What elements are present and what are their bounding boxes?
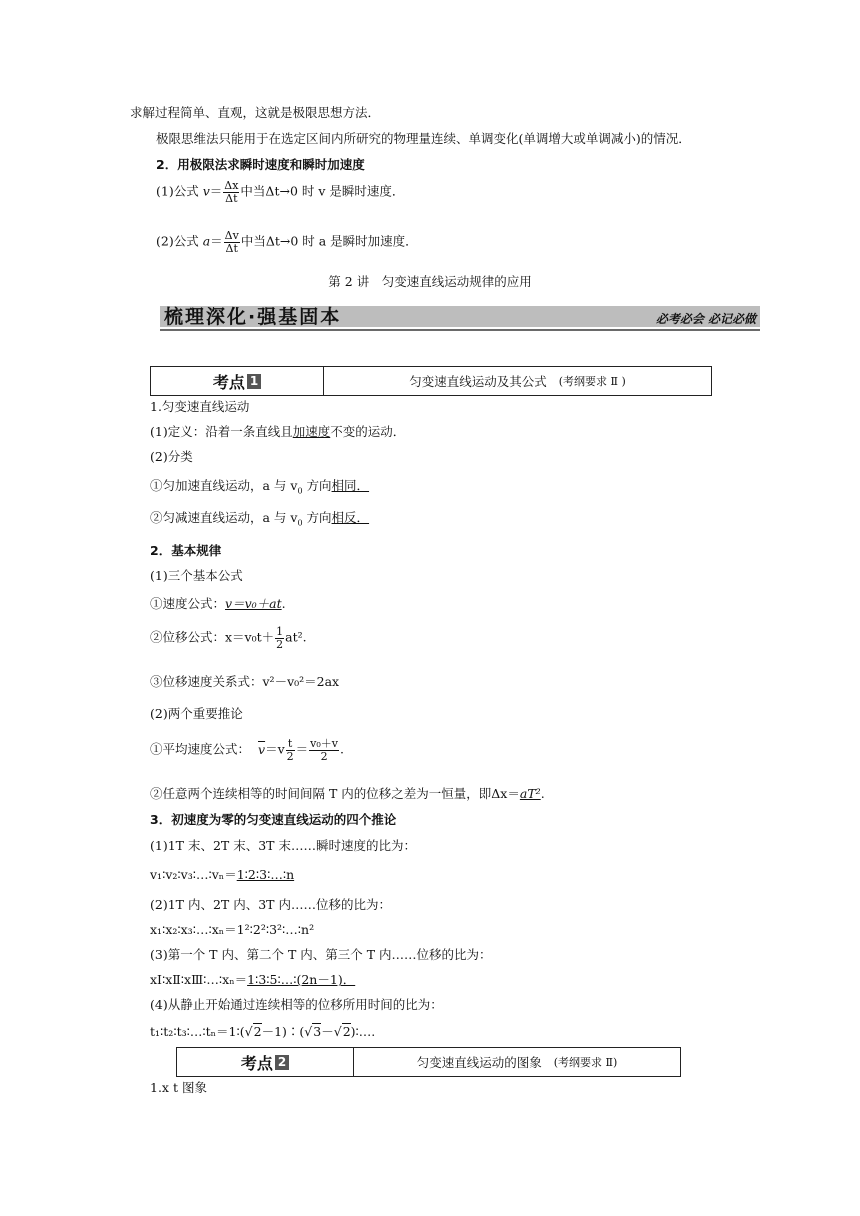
- formula-instant-velocity: [156, 180, 404, 204]
- sec1-classification: (2)分类: [150, 449, 193, 464]
- text: 不变的运动．: [330, 424, 406, 439]
- underlined-answer: aT²: [519, 786, 541, 801]
- formula-suffix: 中当Δt→0 时 v 是瞬时速度．: [240, 183, 405, 199]
- text: ②任意两个连续相等的时间间隔 T 内的位移之差为一恒量，即Δx＝: [150, 786, 520, 801]
- lecture-title: 第 2 讲 匀变速直线运动规律的应用: [328, 274, 532, 289]
- corollary-4: (4)从静止开始通过连续相等的位移所用时间的比为：: [150, 997, 443, 1012]
- kaodian-2-box: [176, 1047, 681, 1077]
- formula-suffix: 中当Δt→0 时 a 是瞬时加速度．: [240, 233, 418, 249]
- formula-prefix: (1)公式: [156, 183, 203, 199]
- sec3-heading: 3．初速度为零的匀变速直线运动的四个推论: [150, 812, 397, 827]
- text: －: [321, 1024, 334, 1039]
- fraction-numerator: t: [286, 738, 295, 751]
- sec2-two-corollaries: (2)两个重要推论: [150, 706, 243, 721]
- kaodian-number-badge: 2: [275, 1055, 289, 1070]
- kaodian-1-label: [151, 367, 324, 395]
- average-velocity-formula: [150, 738, 344, 762]
- text: ①匀加速直线运动，a 与 v: [150, 478, 298, 493]
- sec1-decelerated: [150, 510, 369, 528]
- fraction-numerator: 1: [276, 625, 284, 638]
- fraction: [309, 738, 339, 762]
- text: ②位移公式：x＝v₀t＋: [150, 629, 275, 645]
- fraction-denominator: Δt: [225, 191, 238, 205]
- text: ＝: [295, 741, 309, 757]
- formula-instant-acceleration: [156, 230, 418, 254]
- text: 方向: [302, 510, 332, 525]
- formula-eq: ＝: [209, 183, 223, 199]
- fraction: [286, 738, 295, 762]
- velocity-displacement-relation: ③位移速度关系式：v²－v₀²＝2ax: [150, 674, 340, 689]
- corollary-2: (2)1T 内、2T 内、3T 内……位移的比为：: [150, 897, 391, 912]
- text: .: [340, 741, 344, 757]
- text: ②匀减速直线运动，a 与 v: [150, 510, 298, 525]
- text: at².: [285, 629, 307, 645]
- fraction-denominator: 2: [276, 637, 284, 651]
- formula-eq: ＝: [210, 233, 223, 249]
- corollary-3: (3)第一个 T 内、第二个 T 内、第三个 T 内……位移的比为：: [150, 947, 492, 962]
- intro-heading-2: 2．用极限法求瞬时速度和瞬时加速度: [156, 157, 365, 172]
- sec2-heading: 2．基本规律: [150, 543, 222, 558]
- fraction-denominator: 2: [320, 749, 328, 763]
- kaodian-label-text: 考点: [240, 1053, 273, 1073]
- kaodian-note: (考纲要求 Ⅱ ): [558, 375, 626, 388]
- kaodian-2-topic: [354, 1048, 680, 1076]
- underlined-answer: 1∶2∶3∶…∶n: [236, 867, 295, 882]
- kaodian-2-label: [177, 1048, 354, 1076]
- fraction-numerator: v₀＋v: [310, 737, 338, 750]
- text: (1)定义：沿着一条直线且: [150, 424, 293, 439]
- sqrt-radicand: 3: [313, 1024, 322, 1039]
- underlined-answer: v＝v₀＋at: [225, 596, 282, 611]
- text: .: [540, 786, 545, 801]
- text: ＝v: [265, 741, 285, 757]
- formula-var: v: [202, 183, 210, 199]
- fraction-denominator: 2: [286, 749, 294, 763]
- banner-rule: [160, 329, 760, 331]
- kaodian-note: (考纲要求 Ⅱ): [553, 1056, 618, 1069]
- fraction-numerator: Δx: [224, 179, 239, 192]
- subscript: 0: [297, 486, 303, 496]
- text: ①速度公式：: [150, 596, 226, 611]
- mean-velocity-symbol: $\overline{v}$: [258, 741, 266, 757]
- kaodian-topic-text: 匀变速直线运动及其公式: [409, 374, 547, 389]
- section-banner: [160, 302, 760, 332]
- sec1-definition: [150, 424, 405, 439]
- sec1-heading: 1.匀变速直线运动: [150, 399, 250, 414]
- kaodian-number-badge: 1: [247, 374, 261, 389]
- underlined-answer: 加速度: [292, 424, 331, 439]
- kaodian-1-box: [150, 366, 712, 396]
- text: 方向: [302, 478, 332, 493]
- underlined-answer: 相同．: [331, 478, 370, 493]
- corollary-2-ratio: x₁∶x₂∶x₃∶…∶xₙ＝1²∶2²∶3²∶…∶n²: [150, 922, 315, 937]
- text: ①平均速度公式：: [150, 741, 251, 757]
- kaodian-topic-text: 匀变速直线运动的图象: [416, 1055, 542, 1070]
- fraction: [223, 180, 239, 204]
- subscript: 0: [297, 518, 303, 528]
- corollary-3-ratio: [150, 972, 355, 987]
- intro-line-2: 极限思维法只能用于在选定区间内所研究的物理量连续、单调变化(单调增大或单调减小)的情况．: [156, 131, 691, 146]
- underlined-answer: 相反．: [331, 510, 370, 525]
- formula-var: a: [202, 233, 211, 249]
- corollary-1: (1)1T 末、2T 末、3T 末……瞬时速度的比为：: [150, 838, 416, 853]
- sec4-heading: 1.x t 图象: [150, 1080, 207, 1095]
- displacement-formula: [150, 626, 307, 650]
- sec1-accelerated: [150, 478, 369, 496]
- text: .: [281, 596, 286, 611]
- sqrt-radicand: 2: [253, 1024, 262, 1039]
- displacement-difference: [150, 786, 545, 801]
- text: )∶….: [350, 1024, 376, 1039]
- velocity-formula: [150, 596, 286, 611]
- fraction-numerator: Δv: [224, 229, 239, 242]
- fraction: [275, 626, 284, 650]
- formula-prefix: (2)公式: [156, 233, 203, 249]
- text: xⅠ∶xⅡ∶xⅢ∶…∶xₙ＝: [150, 972, 248, 987]
- fraction: [224, 230, 240, 254]
- banner-title: 梳理深化·强基固本: [164, 306, 342, 328]
- fraction-denominator: Δt: [225, 241, 238, 255]
- text: v₁∶v₂∶v₃∶…∶vₙ＝: [150, 867, 237, 882]
- sec2-three-formulas: (1)三个基本公式: [150, 568, 243, 583]
- intro-line-1: 求解过程简单、直观，这就是极限思想方法．: [130, 105, 381, 120]
- text: －1)∶(: [261, 1024, 305, 1039]
- sqrt-radicand: 2: [342, 1024, 351, 1039]
- corollary-1-ratio: [150, 867, 294, 882]
- kaodian-1-topic: [324, 367, 711, 395]
- banner-subtitle: 必考必会 必记必做: [655, 312, 756, 326]
- underlined-answer: 1∶3∶5∶…∶(2n－1)．: [247, 972, 356, 987]
- corollary-4-ratio: t₁∶t₂∶t₃∶…∶tₙ＝1∶(√2－1)∶(√3－√2)∶….: [150, 1024, 376, 1039]
- kaodian-label-text: 考点: [212, 372, 245, 392]
- text: t₁∶t₂∶t₃∶…∶tₙ＝1∶(: [150, 1024, 245, 1039]
